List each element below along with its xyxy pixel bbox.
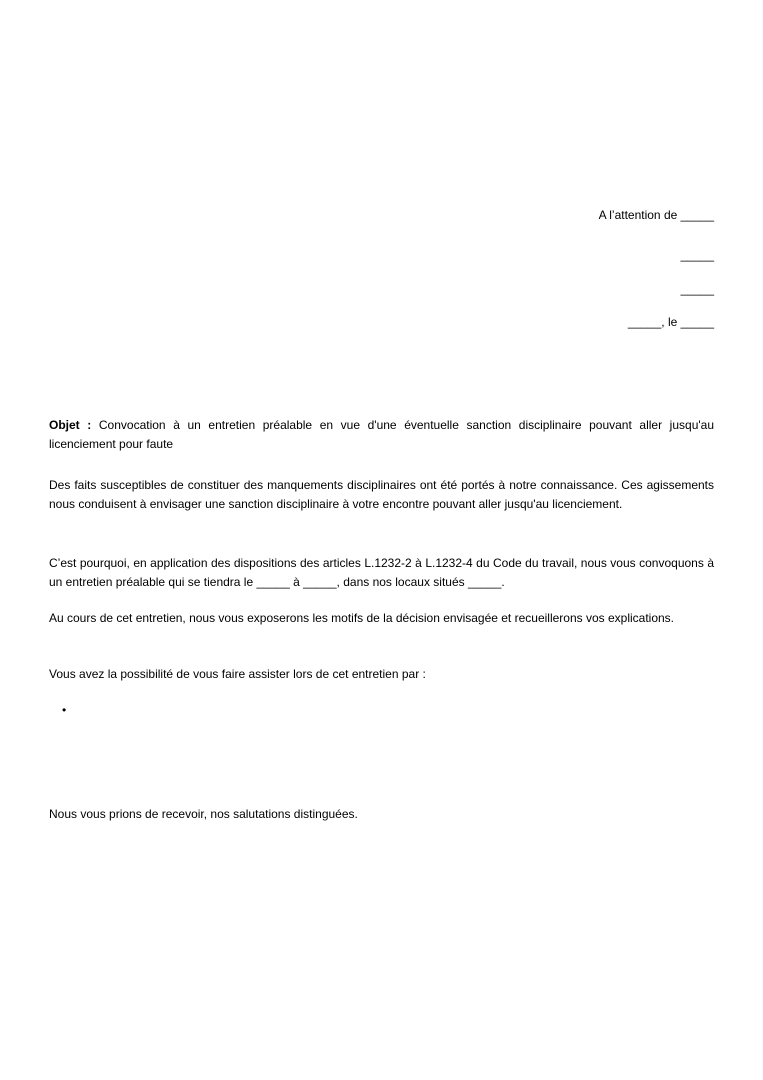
- paragraph-convocation: [49, 554, 714, 592]
- address-line-1: _____: [680, 248, 714, 262]
- object-label: Objet :: [49, 418, 92, 432]
- paragraph-interview: [49, 609, 714, 628]
- paragraph-3: Au cours de cet entretien, nous vous exposerons les motifs de la décision envisagée et recueillerons vos explications.: [49, 611, 675, 625]
- recipient-line: A l’attention de _____: [598, 208, 714, 222]
- closing-text: Nous vous prions de recevoir, nos salutations distinguées.: [49, 807, 358, 821]
- closing-paragraph: [49, 805, 714, 824]
- place-date-line: _____, le _____: [627, 315, 714, 329]
- paragraph-facts: [49, 476, 714, 514]
- paragraph-assistance: [49, 665, 714, 684]
- object-text: Convocation à un entretien préalable en vue d'une éventuelle sanction disciplinaire pouvant aller jusqu'au licenciement pour faute: [49, 418, 715, 451]
- paragraph-2: C’est pourquoi, en application des dispositions des articles L.1232-2 à L.1232-4 du Code du travail, nous vous convoquons à un entretien préalable qui se tiendra le _____ à _____, dans nos locaux situés _____.: [49, 556, 714, 589]
- paragraph-1: Des faits susceptibles de constituer des manquements disciplinaires ont été portés à notre connaissance. Ces agissements nous conduisent à envisager une sanction disciplinaire à votre encontre pouvant aller jusqu'au licenciement.: [49, 478, 714, 511]
- address-line-2: _____: [680, 282, 714, 296]
- paragraph-4: Vous avez la possibilité de vous faire assister lors de cet entretien par :: [49, 667, 426, 681]
- bullet-point: •: [62, 703, 67, 717]
- object-paragraph: [49, 416, 714, 454]
